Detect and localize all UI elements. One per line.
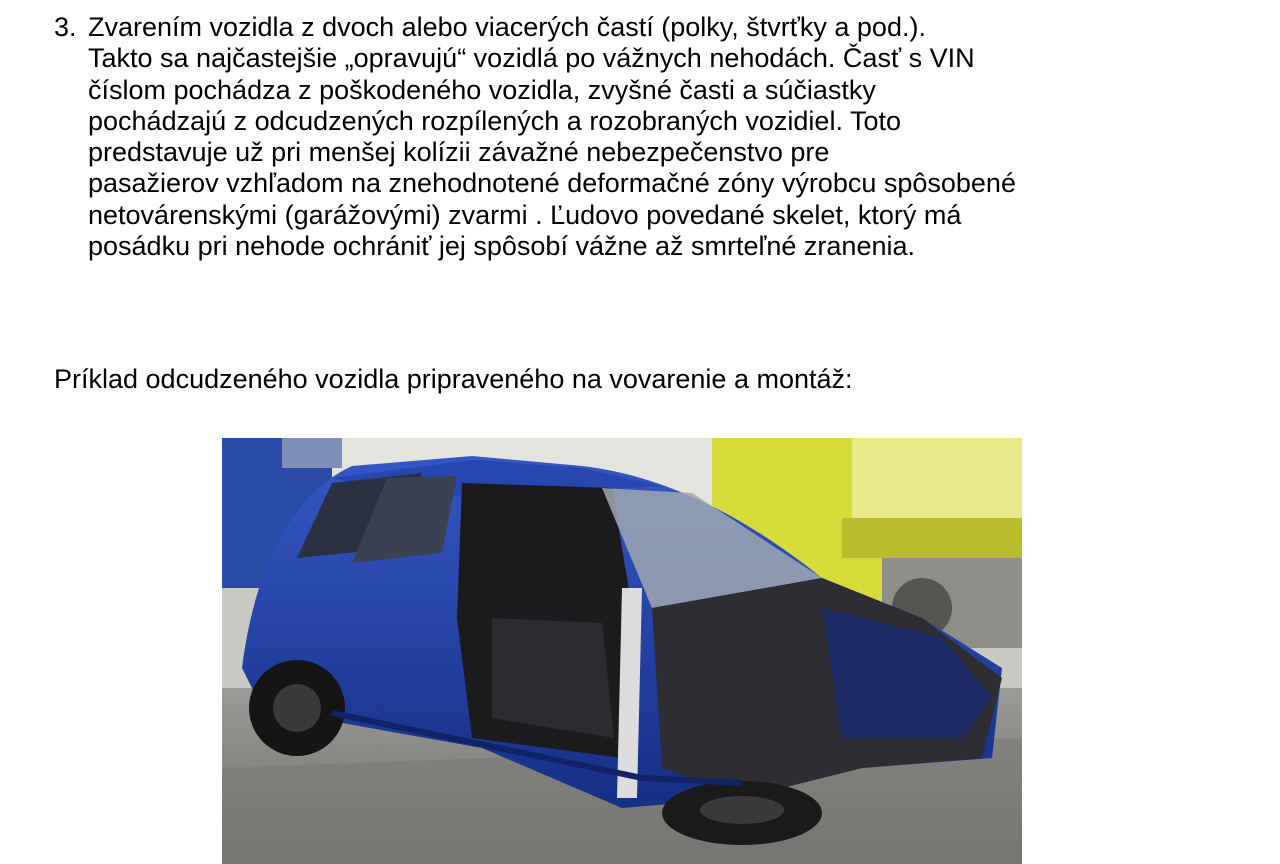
car-photo — [222, 438, 1022, 864]
point-line: predstavuje už pri menšej kolízii závažné nebezpečenstvo pre — [88, 137, 830, 168]
point-line: Takto sa najčastejšie „opravujú“ vozidlá po vážnych nehodách. Časť s VIN — [88, 43, 975, 74]
point-line: pochádzajú z odcudzených rozpílených a rozobraných vozidiel. Toto — [88, 105, 901, 136]
car-photo-illustration — [222, 438, 1022, 864]
point-line: pasažierov vzhľadom na znehodnotené deformačné zóny výrobcu spôsobené — [88, 168, 1016, 199]
point-number: 3. — [54, 12, 77, 42]
point-line: číslom pochádza z poškodeného vozidla, zvyšné časti a súčiastky — [88, 74, 876, 105]
numbered-point — [54, 12, 1254, 262]
point-line: posádku pri nehode ochrániť jej spôsobí vážne až smrteľné zranenia. — [88, 231, 915, 262]
point-line: Zvarením vozidla z dvoch alebo viacerých častí (polky, štvrťky a pod.). — [88, 12, 926, 42]
point-text — [88, 12, 1016, 262]
example-caption: Príklad odcudzeného vozidla pripraveného na vovarenie a montáž: — [54, 364, 853, 394]
point-line: netovárenskými (garážovými) zvarmi . Ľudovo povedané skelet, ktorý má — [88, 199, 962, 230]
